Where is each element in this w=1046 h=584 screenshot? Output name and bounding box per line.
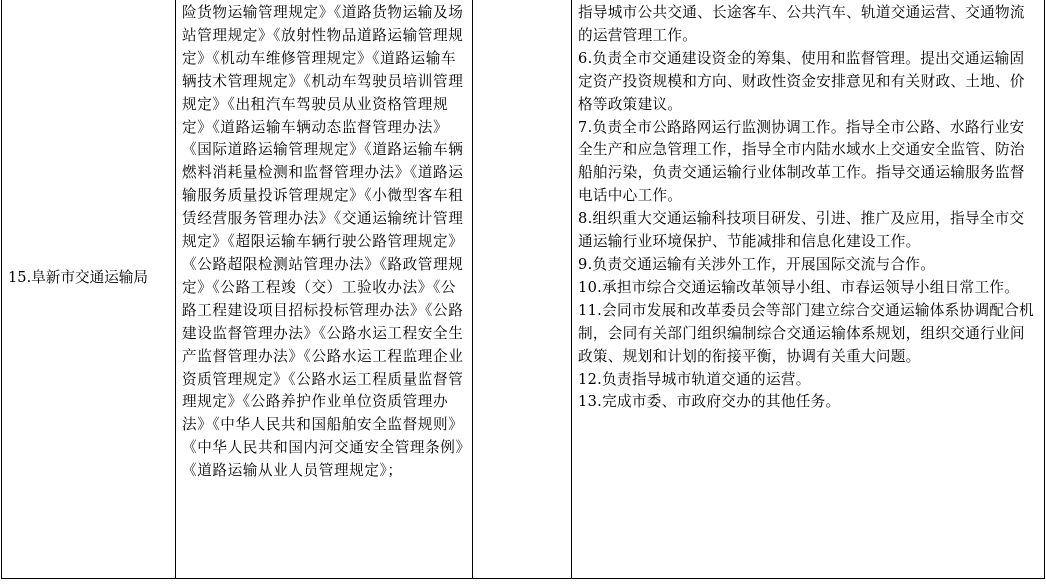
col-border-2 <box>472 0 473 579</box>
table-bottom-border <box>1 578 1045 579</box>
regulations-cell <box>182 0 470 578</box>
agency-cell <box>8 0 174 578</box>
agency-name: 15.阜新市交通运输局 <box>8 269 148 286</box>
duty-item: 13.完成市委、市政府交办的其他任务。 <box>578 393 841 411</box>
duty-item: 12.负责指导城市轨道交通的运营。 <box>578 370 811 388</box>
duty-item: 9.负责交通运输有关涉外工作，开展国际交流与合作。 <box>578 255 936 273</box>
duties-list <box>578 2 1036 414</box>
duty-item: 7.负责全市公路路网运行监测协调工作。指导全市公路、水路行业安全生产和应急管理工作，指导全市内陆水域水上交通安全监管、防治船舶污染，负责交通运输行业体制改革工作。指导交通运输服务监督电话中心工作。 <box>578 118 1025 205</box>
col-border-left <box>1 0 2 579</box>
col-border-right <box>1044 0 1045 579</box>
col-border-1 <box>175 0 176 579</box>
duty-item: 8.组织重大交通运输科技项目研发、引进、推广及应用，指导全市交通运输行业环境保护、节能减排和信息化建设工作。 <box>578 210 1025 251</box>
duty-item: 6.负责全市交通建设资金的筹集、使用和监督管理。提出交通运输固定资产投资规模和方向、财政性资金安排意见和有关财政、土地、价格等政策建议。 <box>578 49 1025 113</box>
col-border-3 <box>571 0 572 579</box>
regulations-text: 险货物运输管理规定》《道路货物运输及场站管理规定》《放射性物品道路运输管理规定》《机动车维修管理规定》《道路运输车辆技术管理规定》《机动车驾驶员培训管理规定》《出租汽车驾驶员从业资格管理规定》《道路运输车辆动态监督管理办法》《国际道路运输管理规定》《道路运输车辆燃料消耗量检测和监督管理办法》《道路运输服务质量投诉管理规定》《小微型客车租赁经营服务管理办法》《交通运输统计管理规定》《超限运输车辆行驶公路管理规定》《公路超限检测站管理办法》《路政管理规定》《公路工程竣（交）工验收办法》《公路工程建设项目招标投标管理办法》《公路建设监督管理办法》《公路水运工程安全生产监督管理办法》《公路水运工程监理企业资质管理规定》《公路水运工程质量监督管理规定》《公路养护作业单位资质管理办法》《中华人民共和国船舶安全监督规则》《中华人民共和国内河交通安全管理条例》《道路运输从业人员管理规定》； <box>182 4 464 480</box>
duty-item: 10.承担市综合交通运输改革领导小组、市春运领导小组日常工作。 <box>578 278 1020 296</box>
duty-item: 11.会同市发展和改革委员会等部门建立综合交通运输体系协调配合机制，会同有关部门组织编制综合交通运输体系规划，组织交通行业间政策、规划和计划的衔接平衡，协调有关重大问题。 <box>578 301 1035 365</box>
duty-item: 指导城市公共交通、长途客车、公共汽车、轨道交通运营、交通物流的运营管理工作。 <box>578 4 1025 44</box>
duties-cell <box>578 0 1038 578</box>
